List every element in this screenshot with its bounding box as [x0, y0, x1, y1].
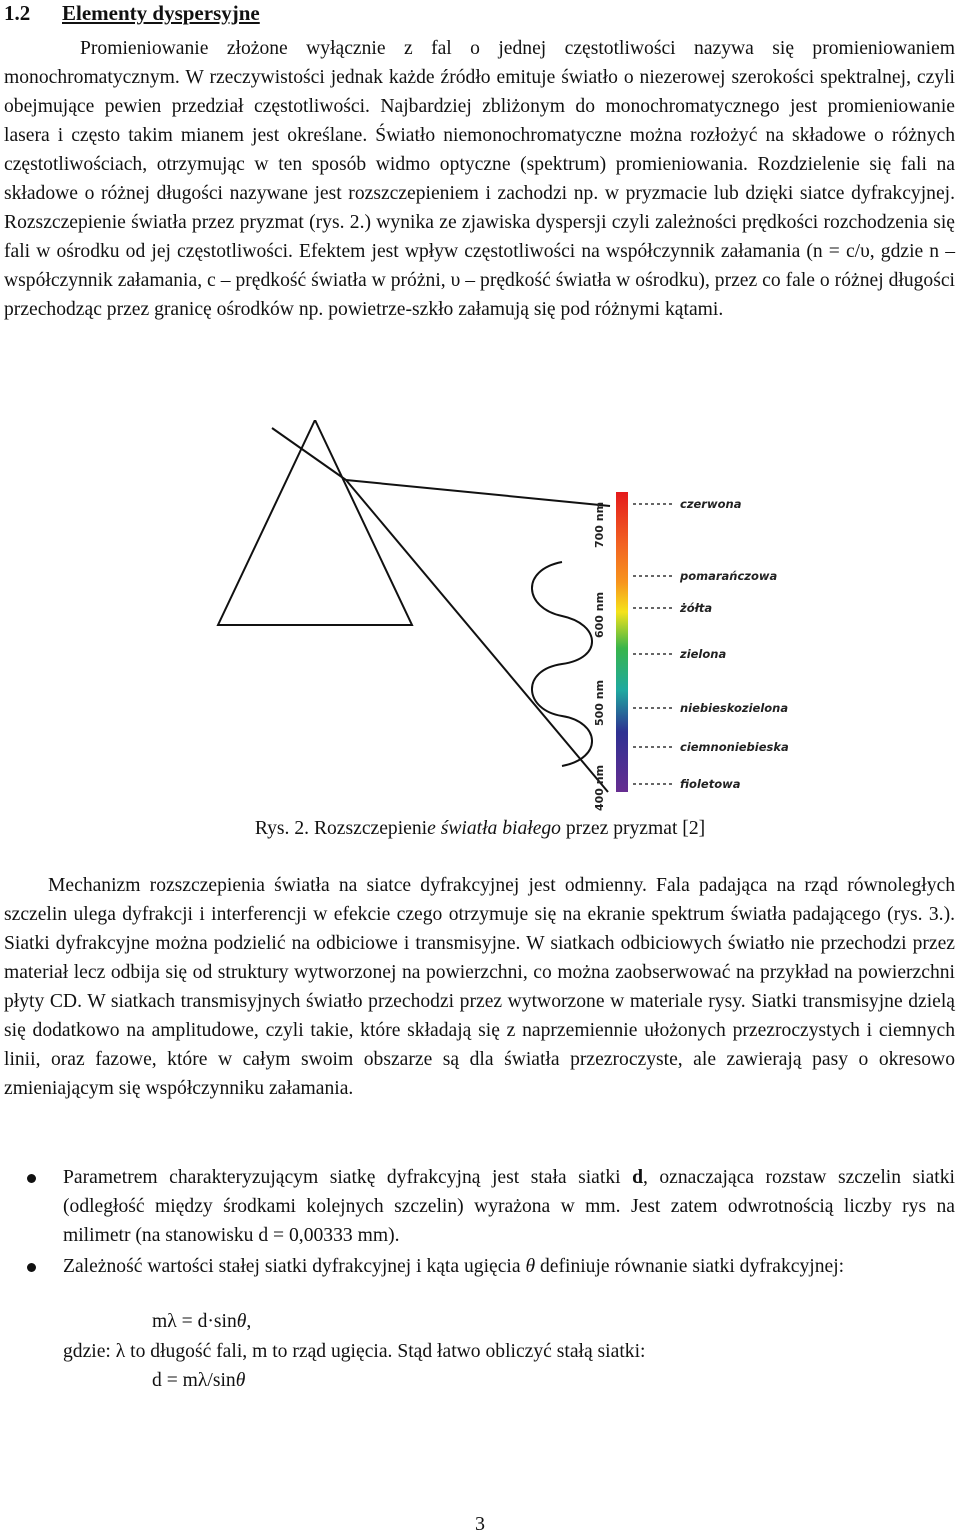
caption-italic: e światła białego — [427, 818, 561, 839]
equation1-tail: , — [246, 1311, 252, 1332]
bullet-dot — [27, 1263, 36, 1272]
bullet-grating-constant — [63, 1163, 955, 1250]
wave-path — [532, 562, 592, 766]
prism-diagram — [200, 420, 800, 815]
color-label: pomarańczowa — [680, 569, 778, 583]
spectrum-bar — [616, 492, 628, 792]
wavelength-label: 500 nm — [593, 679, 606, 727]
color-label: fioletowa — [680, 777, 741, 791]
color-label: zielona — [680, 647, 727, 661]
bullet1-text-before: Parametrem charakteryzującym siatkę dyfrakcyjną jest stała siatki — [63, 1167, 633, 1188]
page-number: 3 — [475, 1513, 485, 1535]
figure-caption — [0, 816, 960, 842]
wavelength-label: 600 nm — [593, 591, 606, 639]
bullet-grating-equation — [63, 1252, 955, 1281]
bullet2-text-before: Zależność wartości stałej siatki dyfrakcyjnej i kąta ugięcia — [63, 1256, 526, 1277]
equation1-theta: θ — [236, 1311, 247, 1332]
bullet1-text-after: , oznaczająca rozstaw szczelin siatki (odległość między środkami kolejnych szczelin) wyrażona w mm. Jest zatem odwrotnością liczby rys na milimetr (na stanowisku d = 0,00333 mm). — [63, 1167, 955, 1246]
grating-constant-formula — [152, 1367, 245, 1395]
where-line: gdzie: λ to długość fali, m to rząd ugięcia. Stąd łatwo obliczyć stałą siatki: — [63, 1341, 646, 1362]
color-label: żółta — [680, 601, 713, 615]
color-label: niebieskozielona — [680, 701, 789, 715]
prism-dispersion-figure — [200, 420, 800, 815]
color-label: ciemnoniebieska — [680, 740, 789, 754]
grating-equation — [152, 1308, 251, 1336]
paragraph-dispersion: Promieniowanie złożone wyłącznie z fal o jednej częstotliwości nazywa się promieniowaniem monochromatycznym. W rzeczywistości jednak każde źródło emituje światło o niezerowej szerokości spektralnej, czyli obejmujące pewien przedział częstotliwości. Najbardziej zbliżonym do monochromatycznego jest promieniowanie lasera i często takim mianem jest określane. Światło niemonochromatyczne można rozłożyć na składowe o różnych częstotliwościach, otrzymując w ten sposób widmo optyczne (spektrum) promieniowania. Rozdzielenie się fali na składowe o różnej długości nazywane jest rozszczepieniem i zachodzi np. w pryzmacie lub dzięki siatce dyfrakcyjnej. Rozszczepienie światła przez pryzmat (rys. 2.) wynika ze zjawiska dyspersji czyli zależności prędkości rozchodzenia się fali w ośrodku od jej częstotliwości. Efektem jest wpływ częstotliwości na współczynnik załamania (n = c/υ, gdzie n – współczynnik załamania, c – prędkość światła w próżni, υ – prędkość światła w ośrodku), przez co fale o różnej długości przechodząc przez granicę ośrodków np. powietrze-szkło załamują się pod różnymi kątami. — [4, 38, 955, 320]
wavelength-label: 400 nm — [593, 764, 606, 812]
equation2-theta: θ — [235, 1370, 246, 1391]
incident-ray — [272, 428, 346, 480]
bullet1-symbol-d: d — [632, 1167, 643, 1188]
equation1-text: mλ = d·sin — [152, 1311, 237, 1332]
caption-part-2: przez pryzmat [2] — [560, 818, 706, 839]
wavelength-label: 700 nm — [593, 501, 606, 549]
equation2-text: d = mλ/sin — [152, 1370, 236, 1391]
bullet2-text-after: definiuje równanie siatki dyfrakcyjnej: — [535, 1256, 845, 1277]
refracted-ray-violet — [346, 480, 608, 792]
refracted-ray-red — [346, 480, 610, 506]
caption-part-1: Rys. 2. Rozszczepieni — [254, 818, 428, 839]
color-label: czerwona — [680, 497, 742, 511]
section-heading — [4, 0, 260, 26]
wavelength-labels — [593, 502, 606, 811]
section-title: Elementy dyspersyjne — [62, 1, 260, 25]
color-labels — [633, 497, 789, 791]
section-number: 1.2 — [4, 1, 31, 25]
bullet2-theta: θ — [525, 1256, 536, 1277]
paragraph-diffraction-grating: Mechanizm rozszczepienia światła na siatce dyfrakcyjnej jest odmienny. Fala padająca na rząd równoległych szczelin ulega dyfrakcji i interferencji w efekcie czego otrzymuje się na ekranie spektrum światła padającego (rys. 3.). Siatki dyfrakcyjne można podzielić na odbiciowe i transmisyjne. W siatkach odbiciowych światło nie przechodzi przez materiał lecz odbija się od struktury wytworzonej na powierzchni, co można zaobserwować na przykład na powierzchni płyty CD. W siatkach transmisyjnych światło przechodzi przez wytworzone w materiale rysy. Siatki transmisyjne dzielą się dodatkowo na amplitudowe, czyli takie, które składają się z naprzemiennie ułożonych przezroczystych i ciemnych linii, oraz fazowe, które w całym swoim obszarze są dla światła przezroczyste, ale zawierają pasy o okresowo zmieniającym się współczynniku załamania. — [4, 875, 955, 1099]
bullet-dot — [27, 1174, 36, 1183]
